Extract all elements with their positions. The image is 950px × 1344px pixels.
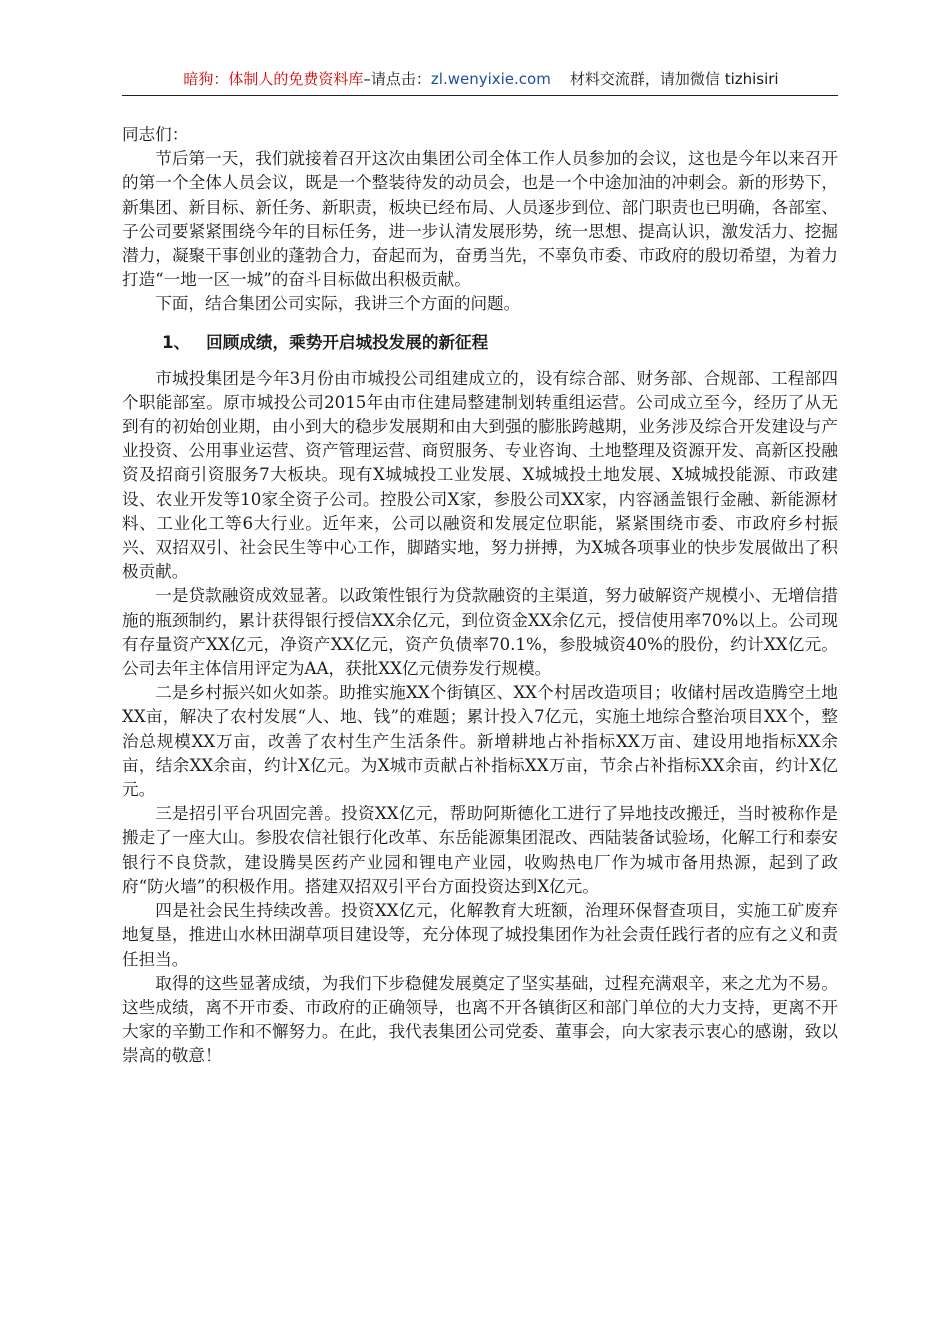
page-header (124, 66, 838, 92)
body-paragraph: 三是招引平台巩固完善。投资XX亿元，帮助阿斯德化工进行了异地技改搬迁，当时被称作是搬走了一座大山。参股农信社银行化改革、东岳能源集团混改、西陆装备试验场，化解工行和泰安银行不良贷款，建设腾昊医药产业园和锂电产业园，收购热电厂作为城市备用热源，起到了政府“防火墙”的积极作用。搭建双招双引平台方面投资达到X亿元。 (122, 804, 838, 896)
body-paragraph: 四是社会民生持续改善。投资XX亿元，化解教育大班额，治理环保督查项目，实施工矿废弃地复垦，推进山水林田湖草项目建设等，充分体现了城投集团作为社会责任践行者的应有之义和责任担当。 (122, 901, 838, 969)
header-contact: 材料交流群，请加微信 tizhisiri (569, 70, 779, 88)
section-heading (122, 331, 838, 355)
section-title: 回顾成绩，乘势开启城投发展的新征程 (206, 332, 489, 352)
section-number: 1、 (162, 332, 191, 352)
header-brand: 暗狗：体制人的免费资料库 (183, 70, 364, 88)
body-paragraph: 二是乡村振兴如火如荼。助推实施XX个街镇区、XX个村居改造项目；收储村居改造腾空土地XX亩，解决了农村发展“人、地、钱”的难题；累计投入7亿元，实施土地综合整治项目XX个，整治总规模XX万亩，改善了农村生产生活条件。新增耕地占补指标XX万亩、建设用地指标XX余亩，结余XX余亩，约计X亿元。为X城市贡献占补指标XX万亩，节余占补指标XX余亩，约计X亿元。 (122, 683, 838, 800)
header-divider (122, 95, 838, 96)
body-paragraph: 市城投集团是今年3月份由市城投公司组建成立的，设有综合部、财务部、合规部、工程部四个职能部室。原市城投公司2015年由市住建局整建制划转重组运营。公司成立至今，经历了从无到有的初始创业期，由小到大的稳步发展期和由大到强的膨胀跨越期，业务涉及综合开发建设与产业投资、公用事业运营、资产管理运营、商贸服务、专业咨询、土地整理及资源开发、高新区投融资及招商引资服务7大板块。现有X城城投工业发展、X城城投土地发展、X城城投能源、市政建设、农业开发等10家全资子公司。控股公司X家，参股公司XX家，内容涵盖银行金融、新能源材料、工业化工等6大行业。近年来，公司以融资和发展定位职能，紧紧围绕市委、市政府乡村振兴、双招双引、社会民生等中心工作，脚踏实地，努力拼搏，为X城各项事业的快步发展做出了积极贡献。 (122, 368, 838, 582)
document-body (122, 123, 838, 1069)
body-paragraph: 取得的这些显著成绩，为我们下步稳健发展奠定了坚实基础，过程充满艰辛，来之尤为不易。这些成绩，离不开市委、市政府的正确领导，也离不开各镇街区和部门单位的大力支持，更离不开大家的辛勤工作和不懈努力。在此，我代表集团公司党委、董事会，向大家表示衷心的感谢，致以崇高的敬意！ (122, 973, 838, 1066)
intro-paragraph: 下面，结合集团公司实际，我讲三个方面的问题。 (155, 294, 521, 314)
header-link[interactable]: zl.wenyixie.com (430, 70, 551, 88)
body-paragraph: 一是贷款融资成效显著。以政策性银行为贷款融资的主渠道，努力破解资产规模小、无增信措施的瓶颈制约，累计获得银行授信XX余亿元，到位资金XX余亿元，授信使用率70%以上。公司现有存量资产XX亿元，净资产XX亿元，资产负债率70.1%，参股城资40%的股份，约计XX亿元。公司去年主体信用评定为AA，获批XX亿元债券发行规模。 (122, 586, 838, 679)
intro-paragraph: 节后第一天，我们就接着召开这次由集团公司全体工作人员参加的会议，这也是今年以来召开的第一个全体人员会议，既是一个整装待发的动员会，也是一个中途加油的冲刺会。新的形势下，新集团、新目标、新任务、新职责，板块已经布局、人员逐步到位、部门职责也已明确，各部室、子公司要紧紧围绕今年的目标任务，进一步认清发展形势，统一思想、提高认识，激发活力、挖掘潜力，凝聚干事创业的蓬勃合力，奋起而为，奋勇当先，不辜负市委、市政府的殷切希望，为着力打造“一地一区一城”的奋斗目标做出积极贡献。 (122, 149, 838, 290)
greeting: 同志们： (122, 125, 189, 144)
header-prompt: –请点击： (363, 70, 431, 88)
